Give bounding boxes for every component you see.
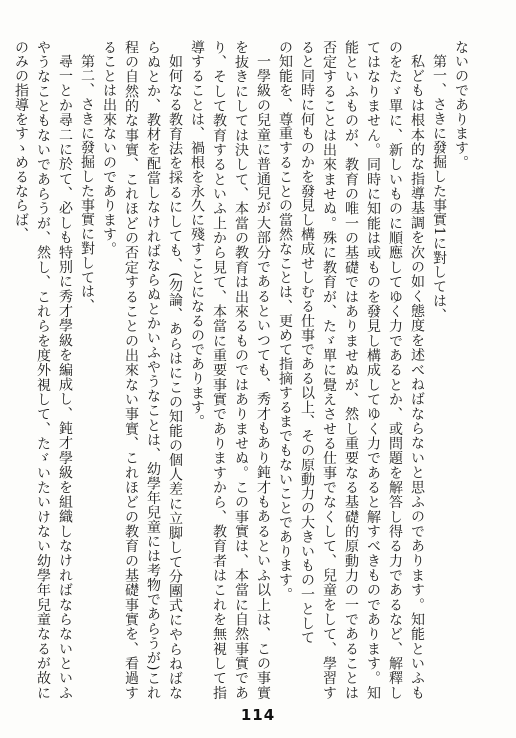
paragraph-intelligence: 私どもは根本的な指導基調を次の如く態度を述べねばならないと思ふのであります。知能といふものをたゞ單に、新しいものに順應してゆく力であるとか、或問題を解答し得る力であるなど、解釋してはなりません。同時に知能は或ものを發見し構成してゆく力であると解すべきものであります。知能といふものが、教育の唯一の基礎ではありませぬが、然し重要なる基礎的原動力の一であることは否定することは出來ませぬ。殊に教育が、たゞ單に覺えさせる仕事でなくして、兒童をして、學習すると同時に何ものかを發見し構成せしむる仕事である以上、その原動力の大きいもの一として <box>299 40 425 700</box>
body-text <box>13 40 472 700</box>
paragraph-intelligence-continued: の知能を、尊重することの當然なことは、更めて指摘するまでもないことであります。 <box>277 40 293 602</box>
paragraph-grade-classes: 尋一とか尋二に於て、必しも特別に秀才學級を編成し、鈍才學級を組織しなければならないといふやうなこともないであらうが、然し、これらを度外視して、たゞいたいけない幼學年兒童なるが故にのみの指導をすゝめるならば、 <box>13 40 73 700</box>
section-heading-first: 第一、さきに發掘した事實1に對しては、 <box>431 54 447 323</box>
paragraph-teaching-method: 如何なる教育法を採るにしても、(勿論、あらはにこの知能の個人差に立脚して分團式にやらねばならぬとか、教材を配當しなければならぬとかいふやうなことは、幼學年兒童には考物であらうが)これ程の自然的な事實、これほどの否定することの出來ない事實、これほどの教育の基礎事實を、看過することは出來ないのであります。 <box>101 40 183 700</box>
page-number: 114 <box>240 706 276 724</box>
section-heading-second: 第二、さきに發掘した事實に對しては、 <box>79 54 95 314</box>
paragraph-closing-line: ないのであります。 <box>453 40 469 170</box>
paragraph-class-composition: 一學級の兒童に普通兒が大部分であるといつても、秀才もあり鈍才もあるといふ以上は、この事實を抜きにしては決して、本當の教育は出來るものではありませぬ。この事實は、本當に自然事實であり、そして教育するといふ上から見て、本當に重要事實でありますから、教育者はこれを無視して指導することは、禍根を永久に殘すことになるのであります。 <box>189 40 271 700</box>
